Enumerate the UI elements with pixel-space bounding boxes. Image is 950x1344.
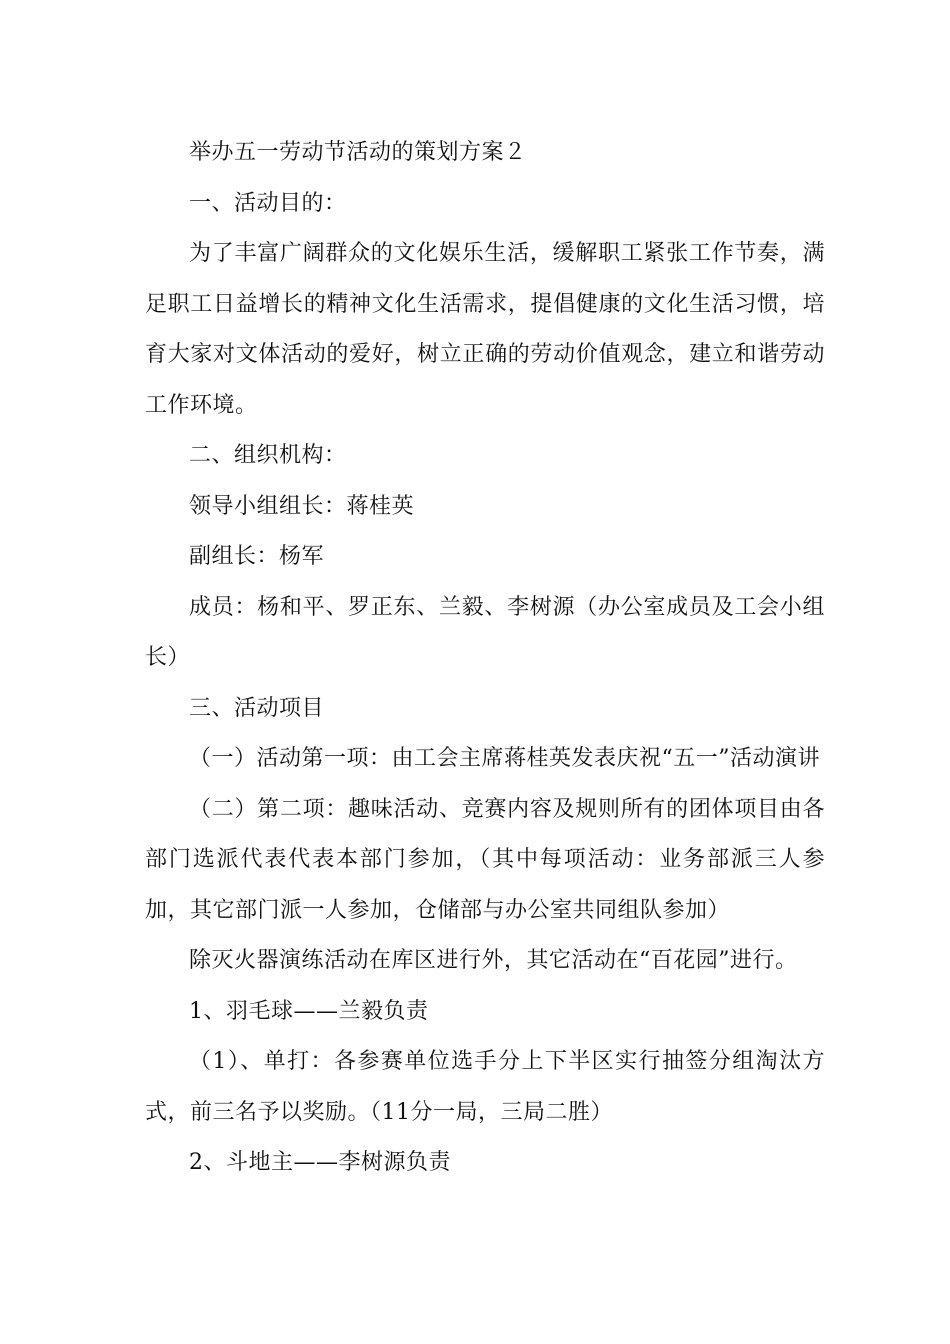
badminton-singles-rule: （1）、单打：各参赛单位选手分上下半区实行抽签分组淘汰方式，前三名予以奖励。（11分一局，三局二胜） bbox=[145, 1049, 825, 1125]
section-heading-activities: 三、活动项目 bbox=[189, 695, 325, 721]
activity-item-two: （二）第二项：趣味活动、竞赛内容及规则所有的团体项目由各部门选派代表代表本部门参加，（其中每项活动：业务部派三人参加，其它部门派一人参加，仓储部与办公室共同组队参加） bbox=[145, 796, 825, 923]
members-line: 成员：杨和平、罗正东、兰毅、李树源（办公室成员及工会小组长） bbox=[145, 594, 825, 670]
section-heading-purpose: 一、活动目的： bbox=[189, 190, 347, 216]
venue-note: 除灭火器演练活动在库区进行外，其它活动在“百花园”进行。 bbox=[189, 948, 798, 973]
badminton-heading: 1、羽毛球——兰毅负责 bbox=[189, 998, 429, 1024]
deputy-leader-line: 副组长：杨军 bbox=[189, 544, 325, 569]
team-leader-line: 领导小组组长：蒋桂英 bbox=[189, 493, 415, 519]
document-body bbox=[145, 128, 825, 1189]
section-heading-organization: 二、组织机构： bbox=[189, 443, 347, 468]
purpose-paragraph: 为了丰富广阔群众的文化娱乐生活，缓解职工紧张工作节奏，满足职工日益增长的精神文化生活需求，提倡健康的文化生活习惯，培育大家对文体活动的爱好，树立正确的劳动价值观念，建立和谐劳动工作环境。 bbox=[145, 241, 825, 418]
document-title: 举办五一劳动节活动的策划方案２ bbox=[189, 140, 527, 165]
doudizhu-heading: 2、斗地主——李树源负责 bbox=[189, 1150, 451, 1175]
activity-item-one: （一）活动第一项：由工会主席蒋桂英发表庆祝“五一”活动演讲 bbox=[189, 746, 820, 771]
